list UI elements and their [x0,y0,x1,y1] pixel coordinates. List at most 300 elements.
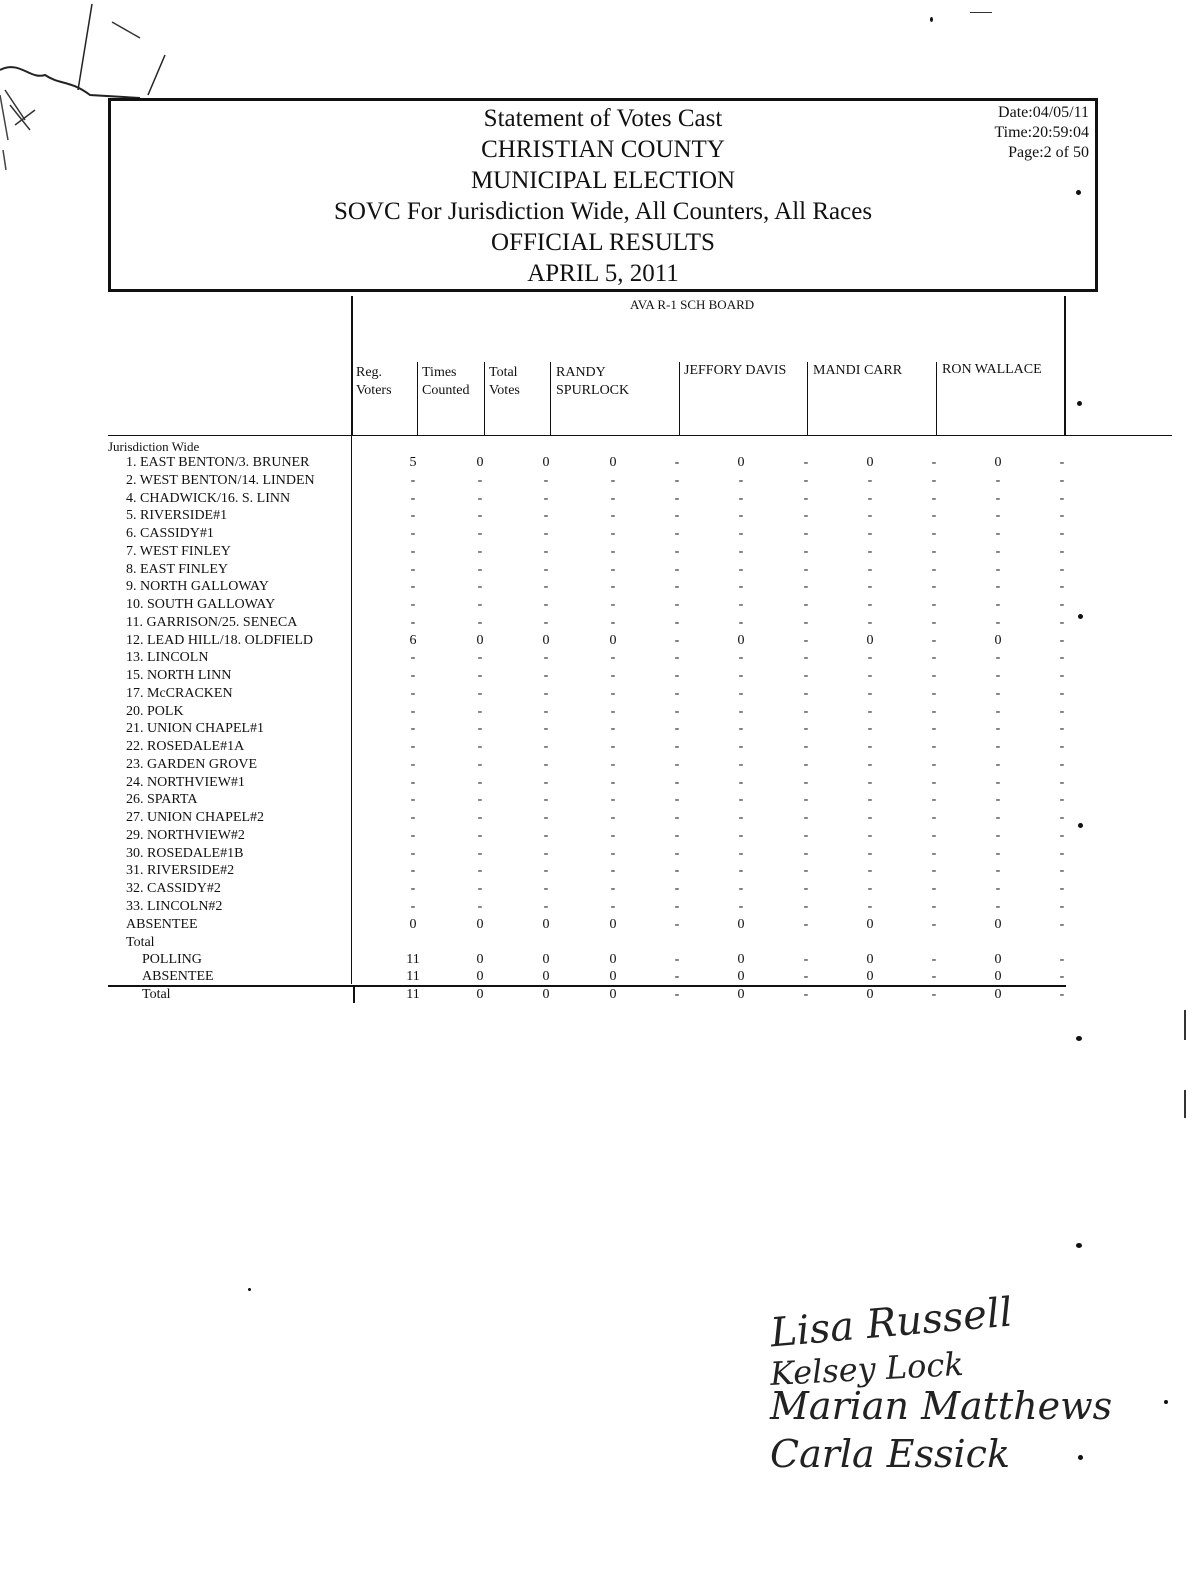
row-value: - [477,845,483,861]
row-value: - [477,703,483,719]
row-separator: - [1059,916,1065,932]
row-value: - [543,792,549,808]
row-separator: - [803,455,809,470]
row-value: - [738,561,744,577]
row-value: - [477,721,483,737]
row-separator: - [1059,632,1065,648]
row-value: 0 [542,969,550,984]
row-separator: - [674,455,680,470]
row-separator: - [674,774,680,790]
signature: Lisa Russell [768,1289,1015,1357]
row-label: 2. WEST BENTON/14. LINDEN [126,472,315,488]
row-separator: - [1059,810,1065,825]
row-value: - [738,650,744,666]
column-divider [936,362,937,436]
row-value: - [867,579,873,595]
row-value: - [610,508,616,524]
column-header-times-counted: Times Counted [422,365,470,398]
row-value: - [410,721,416,737]
row-separator: - [1059,579,1065,595]
row-value: - [995,756,1001,772]
row-value: - [867,685,873,701]
row-separator: - [674,845,680,861]
row-separator: - [1059,739,1065,754]
row-value: - [995,472,1001,488]
row-label: 33. LINCOLN#2 [126,898,223,914]
row-value: - [867,703,873,719]
row-value: 11 [406,969,420,984]
row-value: 11 [406,952,420,967]
report-header-box [108,98,1098,292]
row-separator: - [1059,650,1065,666]
row-value: - [610,597,616,612]
scan-speck [1077,401,1082,406]
row-value: - [995,881,1001,896]
column-divider [550,362,551,436]
row-value: - [410,739,416,754]
row-separator: - [674,668,680,683]
row-separator: - [674,792,680,808]
row-separator: - [803,898,809,914]
row-value: - [610,863,616,879]
row-value: - [543,561,549,577]
row-value: - [410,810,416,825]
row-separator: - [931,845,937,861]
row-label: 10. SOUTH GALLOWAY [126,597,276,612]
row-value: - [543,543,549,559]
row-separator: - [803,597,809,612]
row-value: - [410,685,416,701]
row-label: 13. LINCOLN [126,650,209,666]
row-value: - [867,526,873,541]
total-section-label: Total [126,935,155,950]
row-value: 0 [476,632,484,648]
row-value: 0 [994,455,1002,470]
row-value: - [543,881,549,896]
row-label: 20. POLK [126,703,184,719]
row-value: - [543,650,549,666]
column-divider [807,362,808,436]
row-separator: - [803,881,809,896]
race-title: AVA R-1 SCH BOARD [630,297,755,312]
section-label: Jurisdiction Wide [108,439,200,454]
row-value: - [738,668,744,683]
row-value: 0 [542,916,550,932]
row-value: - [867,810,873,825]
row-value: - [410,650,416,666]
row-value: - [543,668,549,683]
row-value: - [610,810,616,825]
row-separator: - [1059,827,1065,843]
row-value: - [867,898,873,914]
row-value: - [477,810,483,825]
row-value: - [995,827,1001,843]
row-value: 0 [866,455,874,470]
row-separator: - [674,543,680,559]
row-value: - [543,774,549,790]
row-label: 8. EAST FINLEY [126,561,229,577]
row-value: 0 [994,952,1002,967]
row-separator: - [931,969,937,984]
scan-speck [248,1288,251,1291]
row-value: - [738,898,744,914]
row-separator: - [931,614,937,630]
row-value: - [867,650,873,666]
column-divider [484,362,485,436]
row-separator: - [674,756,680,772]
row-value: 0 [609,632,617,648]
row-value: - [738,526,744,541]
row-value: 0 [609,987,617,1002]
row-separator: - [931,455,937,470]
row-separator: - [674,597,680,612]
row-separator: - [931,827,937,843]
row-label: 30. ROSEDALE#1B [126,845,244,861]
right-edge-mark [1184,1090,1186,1118]
row-value: - [738,703,744,719]
row-value: - [867,543,873,559]
row-separator: - [1059,863,1065,879]
row-value: - [995,526,1001,541]
row-value: - [543,703,549,719]
row-separator: - [803,685,809,701]
report-scope: SOVC For Jurisdiction Wide, All Counters, All Races [333,198,873,225]
row-separator: - [931,756,937,772]
row-separator: - [674,916,680,932]
row-separator: - [1059,898,1065,914]
row-separator: - [803,561,809,577]
header-rule [108,435,1172,436]
row-separator: - [803,792,809,808]
row-separator: - [803,490,809,506]
row-value: - [867,792,873,808]
row-label: ABSENTEE [142,969,214,984]
row-separator: - [674,881,680,896]
row-separator: - [674,739,680,754]
column-header-candidate: RON WALLACE [942,362,1042,377]
row-value: - [610,739,616,754]
row-label: 21. UNION CHAPEL#1 [126,721,265,737]
row-separator: - [1059,756,1065,772]
row-label: 9. NORTH GALLOWAY [126,579,269,595]
row-label: 23. GARDEN GROVE [126,756,258,772]
row-label: 29. NORTHVIEW#2 [126,827,245,843]
row-value: - [995,845,1001,861]
row-value: - [477,774,483,790]
column-header-reg-voters: Reg. Voters [356,365,392,398]
row-label: 32. CASSIDY#2 [126,881,221,896]
row-separator: - [674,614,680,630]
row-value: - [867,490,873,506]
row-value: - [867,561,873,577]
row-value: - [477,526,483,541]
row-value: - [610,792,616,808]
row-value: - [995,561,1001,577]
row-value: 0 [866,952,874,967]
row-value: - [867,881,873,896]
row-value: - [995,685,1001,701]
row-value: - [738,774,744,790]
row-value: - [477,668,483,683]
row-value: - [995,774,1001,790]
row-separator: - [674,526,680,541]
row-value: - [738,827,744,843]
row-separator: - [1059,774,1065,790]
row-value: 11 [406,987,420,1002]
row-value: - [543,685,549,701]
row-value: - [995,579,1001,595]
row-value: - [610,490,616,506]
row-label: 26. SPARTA [126,792,198,808]
row-value: - [867,845,873,861]
row-value: - [543,526,549,541]
row-value: - [867,756,873,772]
row-value: - [410,668,416,683]
row-separator: - [931,952,937,967]
row-separator: - [674,579,680,595]
row-value: - [543,898,549,914]
row-separator: - [803,668,809,683]
county-name: CHRISTIAN COUNTY [481,136,725,163]
row-value: 0 [609,969,617,984]
row-value: - [610,898,616,914]
row-value: - [477,827,483,843]
row-separator: - [931,526,937,541]
scan-speck [1076,1243,1082,1248]
row-separator: - [674,685,680,701]
row-value: 0 [542,632,550,648]
row-separator: - [674,987,680,1002]
row-separator: - [931,632,937,648]
row-separator: - [931,721,937,737]
row-value: 6 [409,632,417,648]
row-value: - [610,526,616,541]
row-label: 31. RIVERSIDE#2 [126,863,235,879]
row-value: - [867,668,873,683]
row-separator: - [931,987,937,1002]
row-separator: - [674,632,680,648]
row-separator: - [803,827,809,843]
row-value: - [410,756,416,772]
row-value: - [410,526,416,541]
row-separator: - [1059,952,1065,967]
row-value: - [738,614,744,630]
row-label: ABSENTEE [126,916,198,932]
column-header-candidate: MANDI CARR [813,363,903,378]
row-separator: - [674,952,680,967]
row-value: - [995,614,1001,630]
row-value: - [610,650,616,666]
row-separator: - [674,508,680,524]
row-value: - [610,614,616,630]
row-separator: - [674,561,680,577]
row-value: - [610,561,616,577]
row-separator: - [803,952,809,967]
row-separator: - [1059,969,1065,984]
row-value: - [410,579,416,595]
row-label: 12. LEAD HILL/18. OLDFIELD [126,632,314,648]
row-value: - [410,472,416,488]
row-label: Total [142,987,171,1002]
report-time: Time:20:59:04 [994,124,1089,141]
row-value: 0 [476,455,484,470]
row-value: 0 [737,952,745,967]
signature: Carla Essick [770,1432,1010,1476]
row-label: 22. ROSEDALE#1A [126,739,245,754]
row-separator: - [931,863,937,879]
row-value: - [995,597,1001,612]
row-value: 0 [866,632,874,648]
row-value: 0 [866,916,874,932]
row-value: - [543,827,549,843]
row-separator: - [803,721,809,737]
row-value: - [477,898,483,914]
row-value: - [610,579,616,595]
row-separator: - [803,863,809,879]
row-separator: - [931,774,937,790]
row-value: - [410,561,416,577]
column-divider [679,362,680,436]
row-value: 0 [476,987,484,1002]
column-divider [417,362,418,436]
row-value: - [738,845,744,861]
row-value: - [477,614,483,630]
row-value: - [543,490,549,506]
row-value: - [995,863,1001,879]
row-separator: - [803,810,809,825]
row-value: - [995,810,1001,825]
row-value: - [543,721,549,737]
row-value: - [477,739,483,754]
row-separator: - [803,916,809,932]
row-separator: - [1059,881,1065,896]
row-value: 0 [542,987,550,1002]
table-divider [351,296,353,436]
row-separator: - [803,756,809,772]
row-value: 0 [994,632,1002,648]
row-label: 11. GARRISON/25. SENECA [126,614,298,630]
row-value: 0 [737,916,745,932]
election-name: MUNICIPAL ELECTION [470,167,736,194]
row-separator: - [1059,597,1065,612]
row-value: - [867,508,873,524]
scan-speck [1078,614,1083,619]
row-value: - [543,810,549,825]
row-value: 0 [542,455,550,470]
row-separator: - [931,916,937,932]
row-separator: - [1059,721,1065,737]
row-value: - [610,827,616,843]
row-value: 0 [476,952,484,967]
report-title: Statement of Votes Cast [483,105,723,132]
row-separator: - [931,561,937,577]
row-value: - [410,490,416,506]
row-separator: - [931,881,937,896]
row-value: - [995,703,1001,719]
row-value: - [995,650,1001,666]
row-value: - [477,863,483,879]
row-label: 17. McCRACKEN [126,685,233,701]
row-value: - [477,508,483,524]
row-value: 0 [994,987,1002,1002]
row-separator: - [931,810,937,825]
report-date: Date:04/05/11 [998,104,1089,121]
row-separator: - [1059,685,1065,701]
scan-speck [1164,1400,1168,1404]
row-label: 7. WEST FINLEY [126,543,231,559]
total-rule [108,985,1066,987]
row-separator: - [803,472,809,488]
row-value: 0 [994,969,1002,984]
row-separator: - [803,969,809,984]
row-value: - [610,721,616,737]
row-value: - [867,863,873,879]
row-label: POLLING [142,952,202,967]
row-separator: - [674,721,680,737]
scan-speck [1078,823,1083,828]
table-divider [351,436,352,984]
row-value: - [610,685,616,701]
row-value: - [867,774,873,790]
row-value: - [410,703,416,719]
row-value: 0 [409,916,417,932]
column-header-candidate: RANDY SPURLOCK [556,365,630,398]
signature: Marian Matthews [770,1384,1113,1428]
row-value: 0 [609,952,617,967]
row-value: - [738,792,744,808]
row-value: 0 [476,969,484,984]
row-value: - [477,490,483,506]
row-value: - [995,543,1001,559]
row-value: - [610,543,616,559]
row-separator: - [803,508,809,524]
row-separator: - [931,490,937,506]
row-value: - [610,756,616,772]
row-value: - [543,739,549,754]
row-value: - [738,579,744,595]
row-value: - [610,845,616,861]
row-separator: - [931,597,937,612]
scan-speck [1076,1036,1082,1041]
row-value: - [477,881,483,896]
row-separator: - [931,668,937,683]
row-value: - [477,472,483,488]
row-value: - [867,739,873,754]
row-value: - [610,703,616,719]
row-separator: - [931,703,937,719]
row-value: - [410,881,416,896]
row-separator: - [931,685,937,701]
row-separator: - [931,792,937,808]
row-value: 0 [737,455,745,470]
row-separator: - [931,508,937,524]
row-label: 27. UNION CHAPEL#2 [126,810,265,825]
row-separator: - [674,703,680,719]
row-value: - [867,614,873,630]
row-separator: - [674,827,680,843]
row-separator: - [931,579,937,595]
row-value: - [410,863,416,879]
row-value: - [410,845,416,861]
row-label: 15. NORTH LINN [126,668,232,683]
row-value: - [477,579,483,595]
row-value: 0 [994,916,1002,932]
row-value: - [738,881,744,896]
row-value: - [738,863,744,879]
row-separator: - [803,987,809,1002]
row-value: - [995,898,1001,914]
row-value: - [867,827,873,843]
